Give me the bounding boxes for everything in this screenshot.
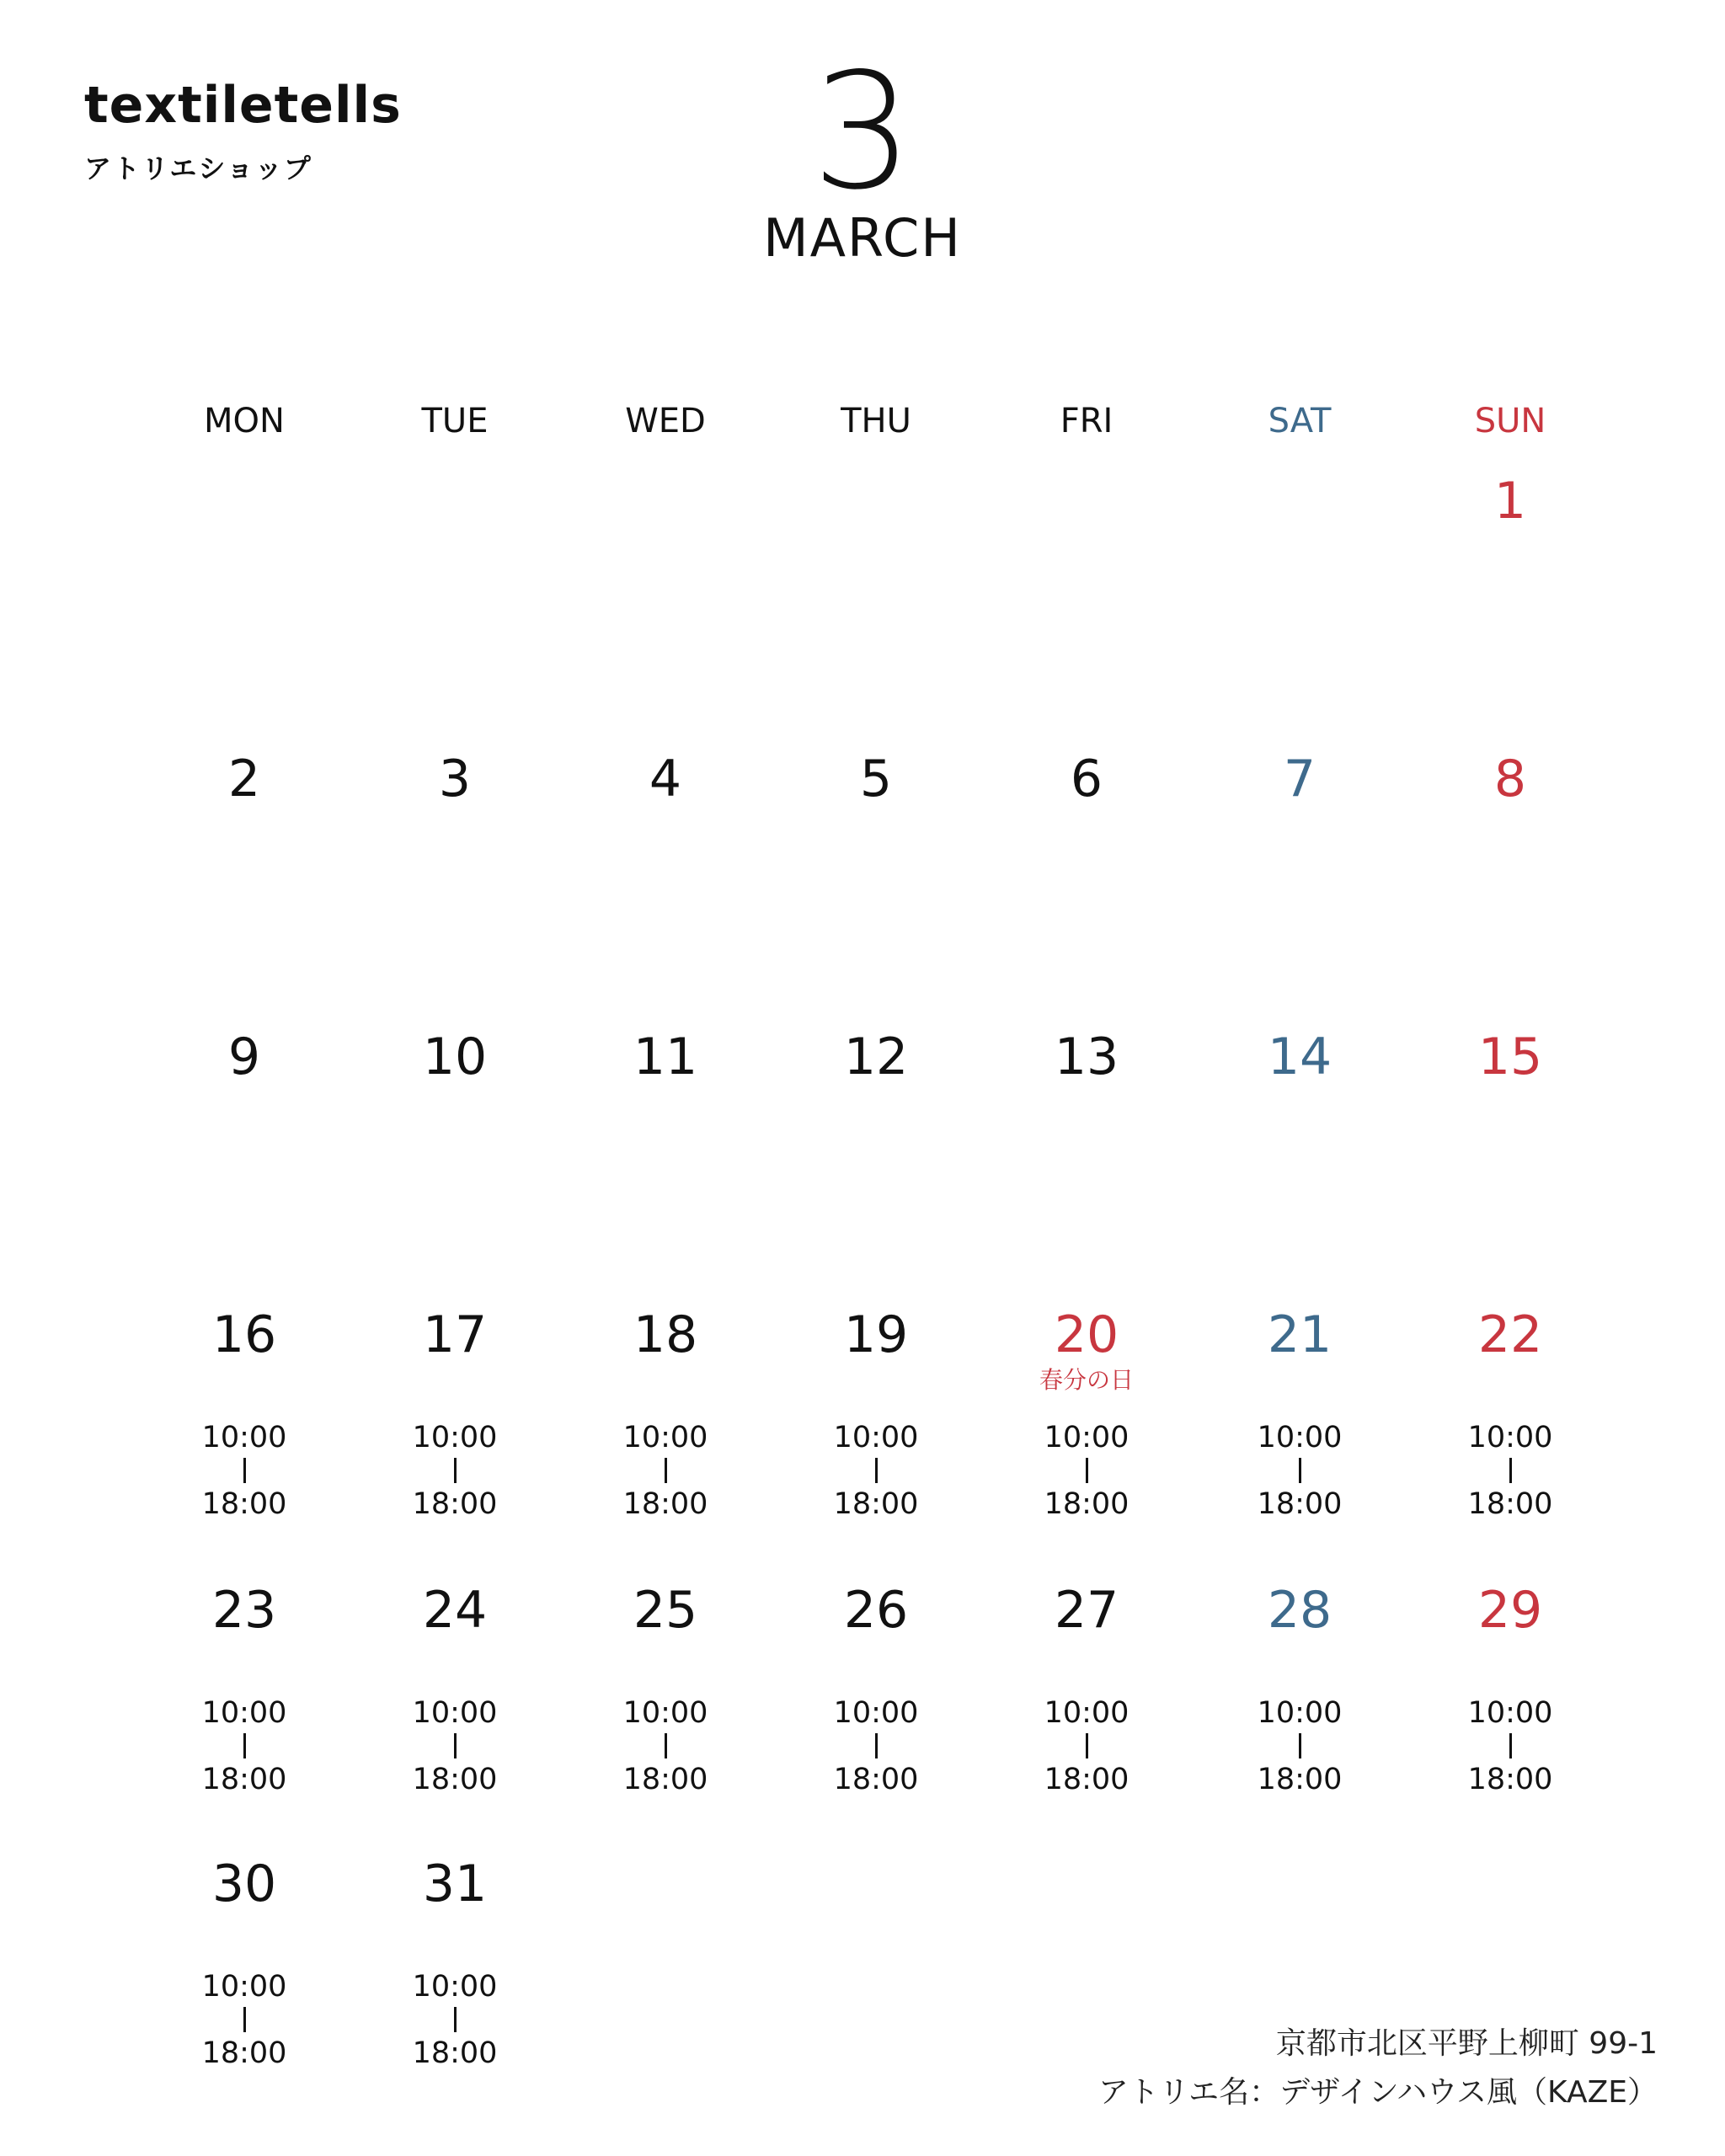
close-time: 18:00 — [622, 1487, 708, 1521]
close-time: 18:00 — [412, 2036, 498, 2070]
business-hours — [1215, 1696, 1384, 1796]
hours-separator — [665, 1733, 667, 1758]
day-29: 29 — [1477, 1581, 1543, 1640]
close-time: 18:00 — [833, 1487, 919, 1521]
day-25: 25 — [633, 1581, 698, 1640]
close-time: 18:00 — [833, 1763, 919, 1796]
day-6: 6 — [1070, 750, 1103, 808]
weekday-sun: SUN — [1474, 402, 1546, 440]
close-time: 18:00 — [201, 1487, 287, 1521]
day-10: 10 — [422, 1027, 488, 1086]
brand-name: textiletells — [84, 76, 402, 135]
open-time: 10:00 — [833, 1421, 919, 1454]
holiday-label: 春分の日 — [1039, 1366, 1134, 1394]
day-16: 16 — [211, 1305, 277, 1364]
business-hours — [371, 1972, 539, 2068]
hours-separator — [243, 1458, 246, 1483]
business-hours — [1002, 1423, 1171, 1519]
hours-separator — [1299, 1733, 1301, 1758]
open-time: 10:00 — [1467, 1421, 1553, 1454]
open-time: 10:00 — [1257, 1696, 1343, 1730]
close-time: 18:00 — [1467, 1763, 1553, 1796]
open-time: 10:00 — [201, 1696, 287, 1730]
day-22: 22 — [1477, 1305, 1543, 1364]
close-time: 18:00 — [412, 1487, 498, 1521]
close-time: 18:00 — [412, 1763, 498, 1796]
hours-separator — [1086, 1733, 1088, 1758]
business-hours — [371, 1696, 539, 1796]
weekday-mon: MON — [204, 402, 285, 440]
month-name: MARCH — [763, 207, 962, 269]
day-17: 17 — [422, 1305, 488, 1364]
footer — [1098, 2020, 1658, 2116]
hours-separator — [1299, 1458, 1301, 1483]
close-time: 18:00 — [1044, 1487, 1130, 1521]
day-3: 3 — [438, 750, 472, 808]
hours-separator — [875, 1458, 878, 1483]
hours-separator — [875, 1733, 878, 1758]
weekday-tue: TUE — [421, 402, 489, 440]
brand-subtitle: アトリエショップ — [84, 152, 312, 184]
close-time: 18:00 — [201, 1763, 287, 1796]
hours-separator — [665, 1458, 667, 1483]
business-hours — [1002, 1696, 1171, 1796]
day-13: 13 — [1054, 1027, 1119, 1086]
hours-separator — [454, 1458, 457, 1483]
open-time: 10:00 — [622, 1421, 708, 1454]
day-30: 30 — [211, 1854, 277, 1913]
day-1: 1 — [1493, 472, 1527, 531]
day-11: 11 — [633, 1027, 698, 1086]
day-31: 31 — [422, 1854, 488, 1913]
business-hours — [160, 1423, 328, 1519]
open-time: 10:00 — [412, 1970, 498, 2004]
hours-separator — [454, 1733, 457, 1758]
open-time: 10:00 — [201, 1970, 287, 2004]
hours-separator — [1509, 1458, 1512, 1483]
hours-separator — [243, 2007, 246, 2032]
day-23: 23 — [211, 1581, 277, 1640]
open-time: 10:00 — [1467, 1696, 1553, 1730]
open-time: 10:00 — [201, 1421, 287, 1454]
close-time: 18:00 — [622, 1763, 708, 1796]
close-time: 18:00 — [1257, 1487, 1343, 1521]
weekday-wed: WED — [625, 402, 706, 440]
day-14: 14 — [1267, 1027, 1332, 1086]
business-hours — [160, 1972, 328, 2068]
day-2: 2 — [227, 750, 261, 808]
day-26: 26 — [843, 1581, 909, 1640]
business-hours — [792, 1696, 960, 1796]
open-time: 10:00 — [412, 1696, 498, 1730]
day-9: 9 — [227, 1027, 261, 1086]
day-28: 28 — [1267, 1581, 1332, 1640]
close-time: 18:00 — [201, 2036, 287, 2070]
day-12: 12 — [843, 1027, 909, 1086]
business-hours — [581, 1423, 750, 1519]
open-time: 10:00 — [622, 1696, 708, 1730]
business-hours — [1215, 1423, 1384, 1519]
hours-separator — [1509, 1733, 1512, 1758]
business-hours — [1426, 1423, 1594, 1519]
open-time: 10:00 — [1044, 1421, 1130, 1454]
business-hours — [581, 1696, 750, 1796]
business-hours — [792, 1423, 960, 1519]
day-20: 20 — [1054, 1305, 1119, 1364]
footer-address: 京都市北区平野上柳町 99-1 — [1275, 2026, 1658, 2061]
day-18: 18 — [633, 1305, 698, 1364]
open-time: 10:00 — [412, 1421, 498, 1454]
business-hours — [371, 1423, 539, 1519]
open-time: 10:00 — [1257, 1421, 1343, 1454]
weekday-thu: THU — [841, 402, 911, 440]
hours-separator — [454, 2007, 457, 2032]
day-19: 19 — [843, 1305, 909, 1364]
day-7: 7 — [1283, 750, 1316, 808]
close-time: 18:00 — [1467, 1487, 1553, 1521]
close-time: 18:00 — [1044, 1763, 1130, 1796]
open-time: 10:00 — [833, 1696, 919, 1730]
weekday-fri: FRI — [1060, 402, 1114, 440]
day-8: 8 — [1493, 750, 1527, 808]
day-4: 4 — [649, 750, 682, 808]
day-15: 15 — [1477, 1027, 1543, 1086]
open-time: 10:00 — [1044, 1696, 1130, 1730]
day-27: 27 — [1054, 1581, 1119, 1640]
day-5: 5 — [859, 750, 893, 808]
footer-atelier: アトリエ名：デザインハウス風（KAZE） — [1097, 2074, 1658, 2110]
weekday-sat: SAT — [1268, 402, 1332, 440]
hours-separator — [243, 1733, 246, 1758]
day-24: 24 — [422, 1581, 488, 1640]
day-21: 21 — [1267, 1305, 1332, 1364]
business-hours — [1426, 1696, 1594, 1796]
month-number: 3 — [811, 39, 914, 225]
close-time: 18:00 — [1257, 1763, 1343, 1796]
business-hours — [160, 1696, 328, 1796]
hours-separator — [1086, 1458, 1088, 1483]
